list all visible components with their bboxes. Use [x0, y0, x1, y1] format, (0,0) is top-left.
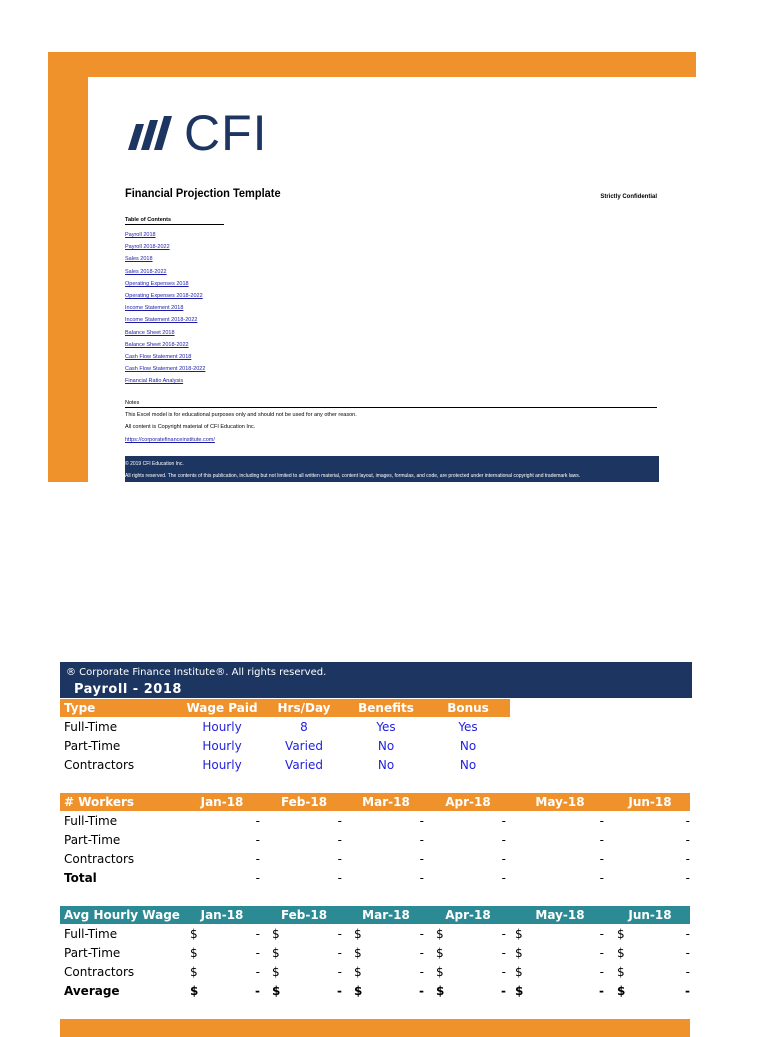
workers-table-header — [60, 793, 690, 811]
toc-link[interactable]: Payroll 2018 — [125, 232, 156, 238]
currency-symbol: $ — [272, 965, 280, 979]
header-cell: Type — [64, 701, 96, 715]
value-cell: - — [685, 984, 690, 998]
footer-copyright: © 2019 CFI Education Inc. — [125, 461, 184, 467]
input-cell[interactable]: Yes — [376, 720, 396, 734]
row-label: Contractors — [64, 852, 135, 866]
value-cell: - — [419, 927, 424, 941]
footer-rights: All rights reserved. The contents of this publication, including but not limited to all written material, content layout, images, formulas, and code, are protected under international copyright and trademark laws. — [125, 473, 581, 479]
currency-symbol: $ — [190, 984, 199, 998]
value-cell: - — [255, 965, 260, 979]
input-cell[interactable]: No — [377, 739, 395, 753]
sheet-banner — [60, 662, 692, 698]
toc-link[interactable]: Payroll 2018-2022 — [125, 244, 170, 251]
value-cell: - — [419, 984, 424, 998]
table-row — [60, 925, 692, 944]
input-cell[interactable]: 8 — [300, 720, 308, 734]
value-cell: - — [599, 852, 604, 866]
table-row — [60, 756, 692, 775]
logo-text: CFI — [184, 105, 268, 161]
value-cell: - — [419, 852, 424, 866]
month-header: Jun-18 — [628, 908, 672, 922]
month-header: Feb-18 — [280, 795, 328, 809]
value-cell: - — [337, 814, 342, 828]
value-cell: - — [685, 814, 690, 828]
input-cell[interactable]: Yes — [458, 720, 478, 734]
notes-heading: Notes — [125, 400, 657, 408]
month-header: Jan-18 — [200, 908, 244, 922]
table-row — [60, 963, 692, 982]
month-header: Jun-18 — [628, 795, 672, 809]
table-of-contents — [125, 229, 205, 388]
currency-symbol: $ — [436, 965, 444, 979]
value-cell: - — [255, 871, 260, 885]
row-label: Part-Time — [64, 739, 121, 753]
toc-link[interactable]: Income Statement 2018-2022 — [125, 317, 198, 324]
website-link[interactable]: https://corporatefinanceinstitute.com/ — [125, 437, 215, 443]
value-cell: - — [501, 946, 506, 960]
currency-symbol: $ — [515, 946, 523, 960]
currency-symbol: $ — [617, 927, 625, 941]
table-row — [60, 944, 692, 963]
value-cell: - — [337, 946, 342, 960]
row-label: Part-Time — [64, 946, 121, 960]
value-cell: - — [685, 927, 690, 941]
value-cell: - — [685, 833, 690, 847]
value-cell: - — [501, 852, 506, 866]
month-header: May-18 — [535, 908, 585, 922]
currency-symbol: $ — [190, 927, 198, 941]
header-cell: Hrs/Day — [277, 701, 331, 715]
value-cell: - — [255, 984, 260, 998]
currency-symbol: $ — [436, 946, 444, 960]
note-text: All content is Copyright material of CFI Education Inc. — [125, 424, 256, 430]
table-row — [60, 831, 692, 850]
currency-symbol: $ — [272, 946, 280, 960]
currency-symbol: $ — [354, 965, 362, 979]
input-cell[interactable]: No — [459, 739, 477, 753]
value-cell: - — [419, 946, 424, 960]
toc-link[interactable]: Balance Sheet 2018 — [125, 329, 175, 336]
currency-symbol: $ — [617, 946, 625, 960]
value-cell: - — [337, 927, 342, 941]
type-table-header — [60, 699, 510, 717]
banner-copyright: ® Corporate Finance Institute®. All rights reserved. — [66, 667, 327, 678]
value-cell: - — [255, 814, 260, 828]
row-label: Full-Time — [64, 814, 118, 828]
header-cell: Bonus — [447, 701, 489, 715]
currency-symbol: $ — [436, 927, 444, 941]
month-header: Mar-18 — [362, 795, 410, 809]
input-cell[interactable]: Hourly — [202, 720, 242, 734]
toc-link[interactable]: Sales 2018 — [125, 256, 153, 263]
currency-symbol: $ — [354, 984, 363, 998]
currency-symbol: $ — [190, 946, 198, 960]
value-cell: - — [501, 871, 506, 885]
currency-symbol: $ — [272, 984, 281, 998]
value-cell: - — [599, 927, 604, 941]
next-table-header — [60, 1019, 690, 1037]
value-cell: - — [501, 814, 506, 828]
value-cell: - — [599, 965, 604, 979]
value-cell: - — [501, 965, 506, 979]
input-cell[interactable]: No — [377, 758, 395, 772]
value-cell: - — [599, 871, 604, 885]
toc-heading: Table of Contents — [125, 217, 224, 225]
month-header: Apr-18 — [445, 795, 491, 809]
value-cell: - — [255, 852, 260, 866]
currency-symbol: $ — [515, 984, 524, 998]
note-text: This Excel model is for educational purposes only and should not be used for any other reason. — [125, 412, 357, 418]
document-title: Financial Projection Template — [125, 186, 281, 200]
toc-link[interactable]: Financial Ratio Analysis — [125, 378, 184, 385]
currency-symbol: $ — [190, 965, 198, 979]
wage-table-header — [60, 906, 690, 924]
confidential-label: Strictly Confidential — [600, 194, 657, 200]
toc-link[interactable]: Sales 2018-2022 — [125, 268, 167, 275]
currency-symbol: $ — [617, 984, 626, 998]
cfi-logo-mark-icon — [128, 116, 178, 150]
value-cell: - — [337, 852, 342, 866]
row-label: Contractors — [64, 758, 135, 772]
value-cell: - — [501, 927, 506, 941]
value-cell: - — [599, 984, 604, 998]
value-cell: - — [685, 871, 690, 885]
row-label: Total — [64, 871, 97, 885]
toc-link[interactable]: Balance Sheet 2018-2022 — [125, 341, 189, 348]
toc-link[interactable]: Income Statement 2018 — [125, 305, 184, 312]
currency-symbol: $ — [354, 946, 362, 960]
sheet-title: Payroll - 2018 — [74, 682, 182, 697]
header-cell: Avg Hourly Wage — [64, 908, 180, 922]
toc-link[interactable]: Operating Expenses 2018 — [125, 280, 189, 287]
value-cell: - — [685, 965, 690, 979]
value-cell: - — [419, 814, 424, 828]
value-cell: - — [685, 946, 690, 960]
currency-symbol: $ — [515, 927, 523, 941]
value-cell: - — [337, 833, 342, 847]
table-row — [60, 869, 692, 888]
currency-symbol: $ — [354, 927, 362, 941]
header-cell: # Workers — [64, 795, 135, 809]
value-cell: - — [419, 965, 424, 979]
table-row — [60, 850, 692, 869]
currency-symbol: $ — [272, 927, 280, 941]
currency-symbol: $ — [436, 984, 445, 998]
value-cell: - — [255, 927, 260, 941]
cfi-logo — [128, 105, 268, 161]
input-cell[interactable]: Varied — [285, 758, 323, 772]
value-cell: - — [599, 833, 604, 847]
value-cell: - — [599, 814, 604, 828]
input-cell[interactable]: Varied — [285, 739, 323, 753]
cover-footer — [125, 456, 659, 482]
month-header: Mar-18 — [362, 908, 410, 922]
value-cell: - — [255, 946, 260, 960]
cover-sheet — [88, 77, 696, 482]
table-row — [60, 982, 692, 1001]
value-cell: - — [501, 984, 506, 998]
month-header: Feb-18 — [280, 908, 328, 922]
row-label: Part-Time — [64, 833, 121, 847]
row-label: Full-Time — [64, 720, 118, 734]
header-cell: Benefits — [358, 701, 414, 715]
currency-symbol: $ — [515, 965, 523, 979]
header-cell: Wage Paid — [186, 701, 258, 715]
toc-link[interactable]: Cash Flow Statement 2018 — [125, 354, 192, 361]
row-label: Average — [64, 984, 120, 998]
month-header: Apr-18 — [445, 908, 491, 922]
value-cell: - — [255, 833, 260, 847]
value-cell: - — [337, 871, 342, 885]
value-cell: - — [501, 833, 506, 847]
currency-symbol: $ — [617, 965, 625, 979]
value-cell: - — [599, 946, 604, 960]
value-cell: - — [685, 852, 690, 866]
table-row — [60, 718, 692, 737]
value-cell: - — [419, 833, 424, 847]
value-cell: - — [419, 871, 424, 885]
toc-link[interactable]: Cash Flow Statement 2018-2022 — [125, 366, 206, 373]
table-row — [60, 737, 692, 756]
table-row — [60, 812, 692, 831]
row-label: Contractors — [64, 965, 135, 979]
month-header: May-18 — [535, 795, 585, 809]
input-cell[interactable]: Hourly — [202, 758, 242, 772]
value-cell: - — [337, 984, 342, 998]
month-header: Jan-18 — [200, 795, 244, 809]
input-cell[interactable]: No — [459, 758, 477, 772]
value-cell: - — [337, 965, 342, 979]
toc-link[interactable]: Operating Expenses 2018-2022 — [125, 293, 203, 300]
input-cell[interactable]: Hourly — [202, 739, 242, 753]
row-label: Full-Time — [64, 927, 118, 941]
